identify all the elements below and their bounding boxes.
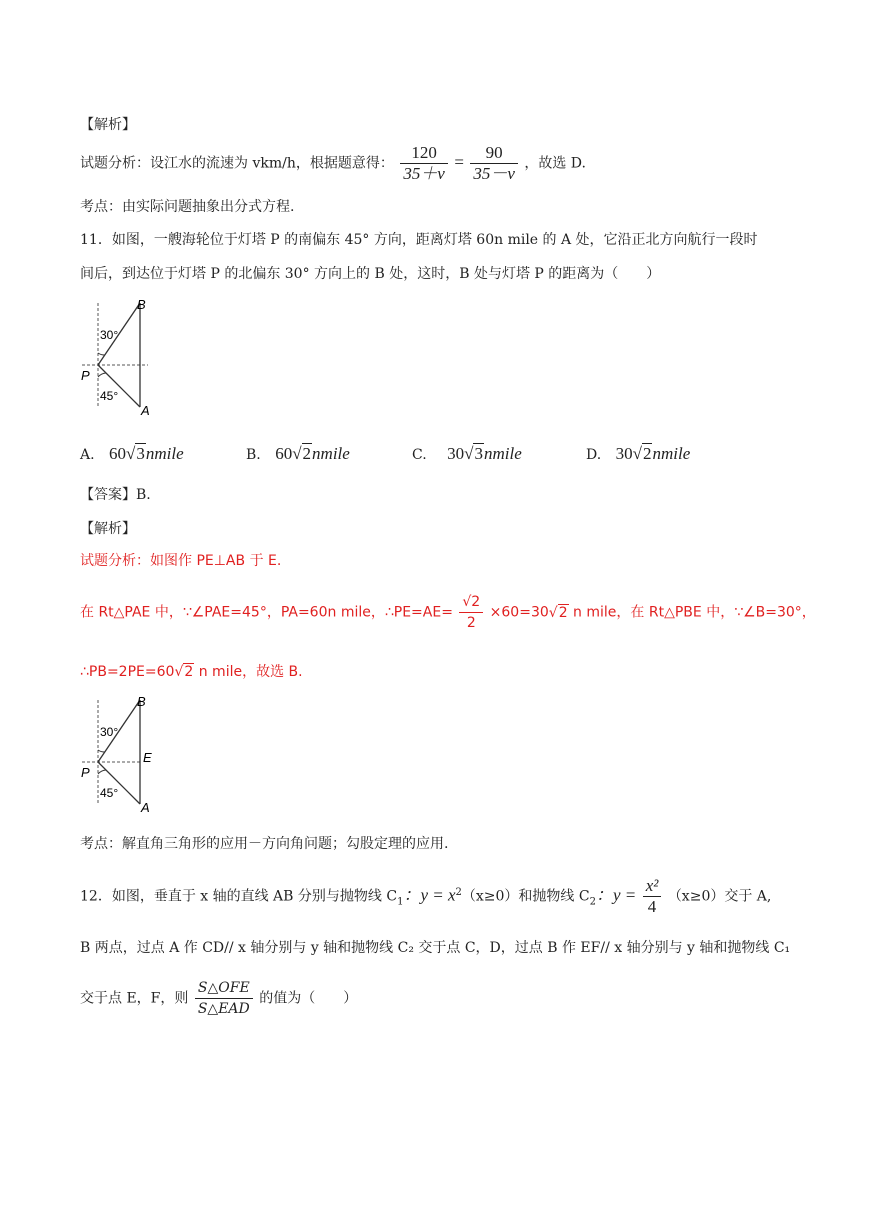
option-c[interactable]: [412, 444, 522, 464]
q12-line3-post: 的值为（ ）: [259, 990, 358, 1007]
option-a-unit: nmile: [145, 444, 184, 463]
red2-post: n mile，在 Rt△PBE 中，∵∠B=30°，: [568, 604, 816, 621]
option-b-letter: B.: [246, 447, 261, 463]
option-a-coef: 60: [109, 444, 127, 463]
red2-mid: ×60=30: [489, 604, 549, 621]
q12-line1-c: （x≥0）和抛物线 C: [461, 888, 590, 905]
q12-frac-numerator: x²: [643, 876, 662, 897]
q10-analysis: [80, 143, 586, 184]
fig2-arc-top: [98, 750, 105, 752]
q12-stem-line-2: B 两点，过点 A 作 CD// x 轴分别与 y 轴和抛物线 C₂ 交于点 C，D，过点 B 作 EF// x 轴分别与 y 轴和抛物线 C₁: [80, 940, 791, 956]
fig1-label-B: B: [137, 297, 146, 312]
q10-fraction-1: [400, 143, 448, 184]
q11-stem-line-1: 11．如图，一艘海轮位于灯塔 P 的南偏东 45° 方向，距离灯塔 60n mile 的 A 处，它沿正北方向航行一段时: [80, 232, 758, 248]
q10-frac1-denominator: 35＋v: [403, 164, 445, 183]
q10-frac2-denominator: 35－v: [473, 164, 515, 183]
fig1-angle-45: 45°: [100, 389, 119, 403]
red3-sqrt: √2: [174, 664, 194, 680]
option-b-coef: 60: [275, 444, 293, 463]
red2-pre: 在 Rt△PAE 中，∵∠PAE=45°，PA=60n mile，∴PE=AE=: [80, 604, 453, 621]
option-a-letter: A.: [80, 447, 95, 463]
q10-analysis-post: ，故选 D.: [524, 155, 586, 172]
option-d-letter: D.: [586, 447, 602, 463]
option-c-sqrt: √3: [464, 444, 483, 463]
jiexi-heading-2: 【解析】: [80, 521, 136, 537]
fig2-label-P: P: [81, 765, 90, 780]
q12-stem-line-1: [80, 876, 771, 917]
fig1-label-A: A: [141, 403, 150, 418]
q10-fraction-2: [470, 143, 518, 184]
q10-analysis-pre: 试题分析：设江水的流速为 vkm/h，根据题意得：: [80, 155, 394, 172]
q11-stem-line-2: 间后，到达位于灯塔 P 的北偏东 30° 方向上的 B 处，这时，B 处与灯塔 P 的距离为（ ）: [80, 266, 661, 282]
q10-kaodian: 考点：由实际问题抽象出分式方程.: [80, 199, 295, 215]
red2-fraction: [459, 592, 483, 633]
fig1-arc-top: [98, 353, 105, 355]
q11-kaodian: 考点：解直角三角形的应用－方向角问题；勾股定理的应用.: [80, 836, 449, 852]
fig1-angle-30: 30°: [100, 328, 119, 342]
answer: 【答案】B.: [80, 487, 151, 503]
q12-fraction: [643, 876, 662, 917]
option-b-sqrt: √2: [292, 444, 312, 463]
red2-denominator: 2: [466, 615, 476, 631]
q12-line1-sub2: 2: [589, 896, 596, 908]
fig2-label-A: A: [141, 800, 150, 815]
red-analysis-line-3: [80, 661, 303, 681]
q12-line1-sub1: 1: [397, 896, 404, 908]
option-d[interactable]: [586, 444, 690, 464]
option-c-coef: 30: [447, 444, 465, 463]
fig2-arc-bottom: [98, 770, 106, 774]
q12-line1-a: 12．如图，垂直于 x 轴的直线 AB 分别与抛物线 C: [80, 888, 398, 905]
q10-frac1-numerator: 120: [400, 143, 448, 164]
option-b[interactable]: [246, 444, 350, 464]
option-a[interactable]: [80, 444, 184, 464]
fig1-label-P: P: [81, 368, 90, 383]
q12-line1-sup: 2: [455, 886, 462, 898]
fig1-arc-bottom: [98, 373, 106, 377]
q12-line1-b: ：y = x: [403, 885, 456, 905]
fig2-angle-45: 45°: [100, 786, 119, 800]
option-d-coef: 30: [615, 444, 633, 463]
red2-numerator: √2: [459, 592, 483, 613]
red-analysis-line-1: 试题分析：如图作 PE⊥AB 于 E.: [80, 553, 282, 569]
solution-figure: [78, 692, 168, 817]
q12-line1-d: ：y =: [595, 885, 637, 905]
option-d-unit: nmile: [652, 444, 691, 463]
red2-sqrt: √2: [548, 604, 568, 621]
fig2-angle-30: 30°: [100, 725, 119, 739]
fig2-label-E: E: [143, 750, 152, 765]
q12-stem-line-3: [80, 978, 357, 1019]
option-c-unit: nmile: [483, 444, 522, 463]
option-a-sqrt: √3: [126, 444, 145, 463]
q12-line3-pre: 交于点 E，F，则: [80, 990, 189, 1007]
red-analysis-line-2: [80, 592, 816, 633]
q12-ratio-numerator: S△OFE: [195, 978, 253, 999]
option-d-sqrt: √2: [632, 444, 652, 463]
q10-equals: =: [454, 152, 464, 172]
q12-line1-e: （x≥0）交于 A,: [667, 888, 772, 905]
red3-post: n mile，故选 B.: [194, 664, 303, 680]
q12-ratio: [195, 978, 253, 1019]
jiexi-heading-1: 【解析】: [80, 117, 136, 133]
option-b-unit: nmile: [312, 444, 350, 463]
fig2-label-B: B: [137, 694, 146, 709]
red3-pre: ∴PB=2PE=60: [80, 664, 175, 680]
q10-frac2-numerator: 90: [470, 143, 518, 164]
q11-figure: [78, 295, 158, 420]
option-c-letter: C.: [412, 447, 427, 463]
q12-frac-denominator: 4: [647, 897, 657, 916]
q12-ratio-denominator: S△EAD: [197, 1001, 250, 1017]
